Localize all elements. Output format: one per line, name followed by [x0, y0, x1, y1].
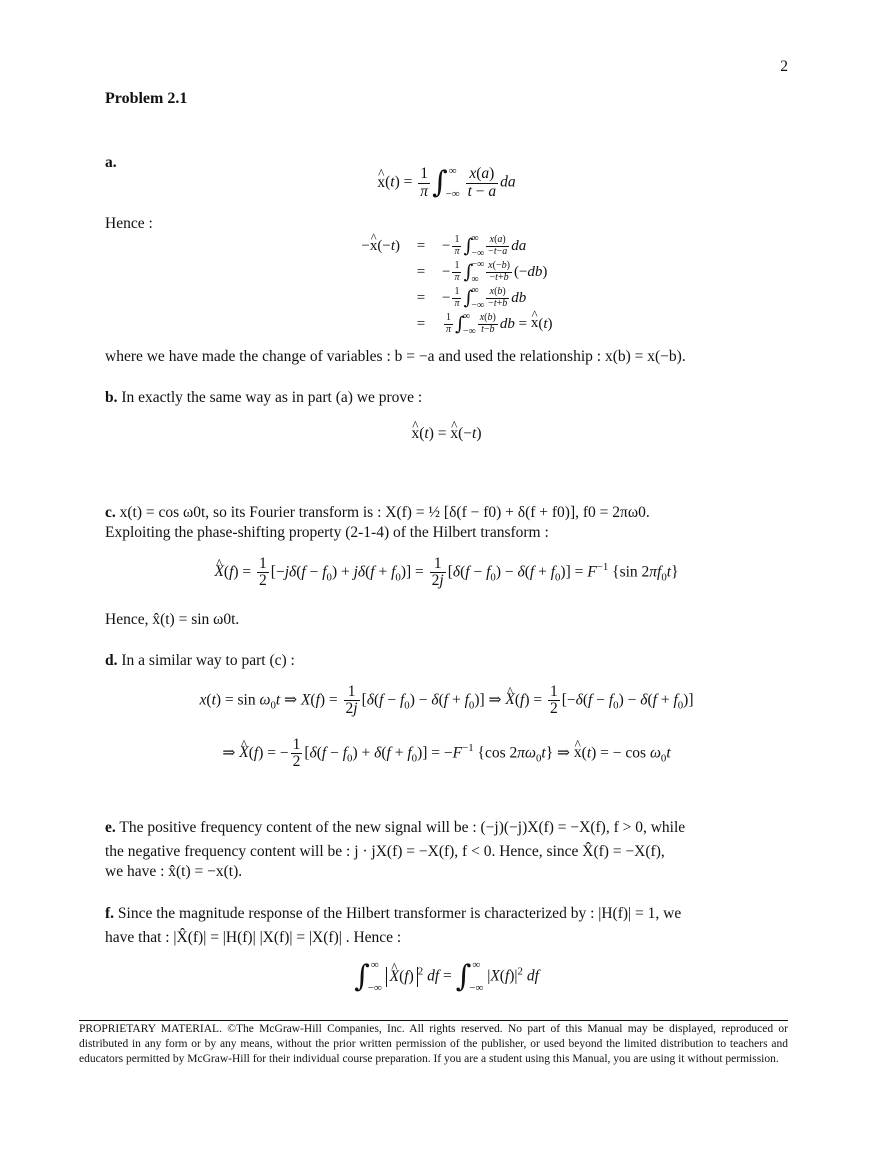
part-f-parseval-equation: ∫ ∞ −∞ ^ X(f) $^2$ df = ∫ ∞ −∞ $|X(f)|^2$ df — [0, 960, 893, 994]
part-d-paragraph — [105, 651, 788, 671]
part-c-hence: Hence, x̂(t) = sin ω0t. — [105, 611, 240, 628]
part-b-equation: ^ x(t) = ^ x(−t) — [0, 425, 893, 443]
part-f-text-2: have that : |X̂(f)| = |H(f)| |X(f)| = |X(f)| . Hence : — [105, 929, 402, 946]
part-a-derivation — [330, 233, 552, 337]
part-e-text-2: the negative frequency content will be : j · jX(f) = −X(f), f < 0. Hence, since X̂(f) = −X(f), — [105, 843, 665, 860]
part-f-line-1 — [105, 904, 788, 924]
part-c-hilbert-equation: ^ X(f) = $\frac{1}{2}$ $[-j\delta(f - f_0) + j\delta(f + f_0)]$ = $\frac{1}{2j}$ $[\delta(f - f_0) - \delta(f + f_0)] = F^{-1}$ {sin $2\pi f_0t$} — [0, 556, 893, 590]
part-d-equation-1: $x(t) = \sin \omega_0t$ ⇒ X(f) = $\frac{1}{2j}$ $[\delta(f - f_0) - \delta(f + f_0)]$ ⇒ ^ X(f) = $\frac{1}{2}$ $[-\delta(f - f_0) - \delta(f + f_0)]$ — [0, 684, 893, 718]
part-a-change-of-variables-note: where we have made the change of variables : b = −a and used the relationship : x(b) = x(−b). — [105, 348, 686, 365]
footer-divider — [79, 1020, 788, 1021]
derivation-row-3: = − $\frac{1}{\pi}$ ∫ ∞ −∞ $\frac{x(b)}{-t+b}$ db — [416, 284, 527, 311]
part-e-text-1: The positive frequency content of the new signal will be : (−j)(−j)X(f) = −X(f), f > 0, while — [119, 819, 686, 836]
part-f-text-1: Since the magnitude response of the Hilbert transformer is characterized by : |H(f)| = 1, we — [117, 905, 682, 922]
derivation-row-1: −^ x(−t) = − $\frac{1}{\pi}$ ∫ ∞ −∞ $\frac{x(a)}{-t-a}$ da — [330, 233, 552, 259]
copyright-footer: PROPRIETARY MATERIAL. ©The McGraw-Hill Companies, Inc. All rights reserved. No part of this Manual may be displayed, reproduced or distributed in any form or by any means, without the prior written permission of the publisher, or used beyond the limited distribution to teachers and educators permitted by McGraw-Hill for their individual course preparation. If you are a student using this Manual, you are using it without permission. — [79, 1023, 788, 1065]
part-c-text-1: x(t) = cos ω0t, so its Fourier transform is : X(f) = ½ [δ(f − f0) + δ(f + f0)], f0 = 2πω0. — [119, 504, 650, 521]
part-a-label: a. — [105, 154, 117, 171]
part-d-text: In a similar way to part (c) : — [121, 652, 295, 669]
part-d-equation-2: ⇒ ^ X(f) = − $\frac{1}{2}$ $[\delta(f - f_0) + \delta(f + f_0)] = -F^{-1}$ {cos $2\pi\omega_0t$} ⇒ ^ x(t) = − $\cos \omega_0t$ — [0, 737, 893, 771]
part-b-text: In exactly the same way as in part (a) we prove : — [121, 389, 423, 406]
part-d-label: d. — [105, 652, 118, 669]
page-number: 2 — [780, 58, 788, 75]
part-b-paragraph — [105, 388, 788, 408]
part-e-text-3: we have : x̂(t) = −x(t). — [105, 863, 243, 880]
derivation-row-2: = − $\frac{1}{\pi}$ ∫ −∞ ∞ $\frac{x(-b)}{-t+b}$ (−db) — [416, 258, 548, 285]
part-c-text-2: Exploiting the phase-shifting property (2-1-4) of the Hilbert transform : — [105, 524, 549, 541]
derivation-row-4: = $\frac{1}{\pi}$ ∫ ∞ −∞ $\frac{x(b)}{t-b}$ db = ^ x(t) — [330, 311, 552, 337]
part-c-label: c. — [105, 504, 116, 521]
part-a-hence: Hence : — [105, 215, 153, 232]
problem-title: Problem 2.1 — [105, 90, 188, 107]
part-e-label: e. — [105, 819, 116, 836]
part-b-label: b. — [105, 389, 118, 406]
part-f-label: f. — [105, 905, 115, 922]
part-c-line-1 — [105, 503, 788, 523]
part-e-line-1 — [105, 818, 788, 838]
part-a-definition-equation: ^ x(t) = $\frac{1}{\pi}$ ∫ ∞ −∞ $\frac{x(a)}{t - a}$ da — [0, 166, 893, 200]
